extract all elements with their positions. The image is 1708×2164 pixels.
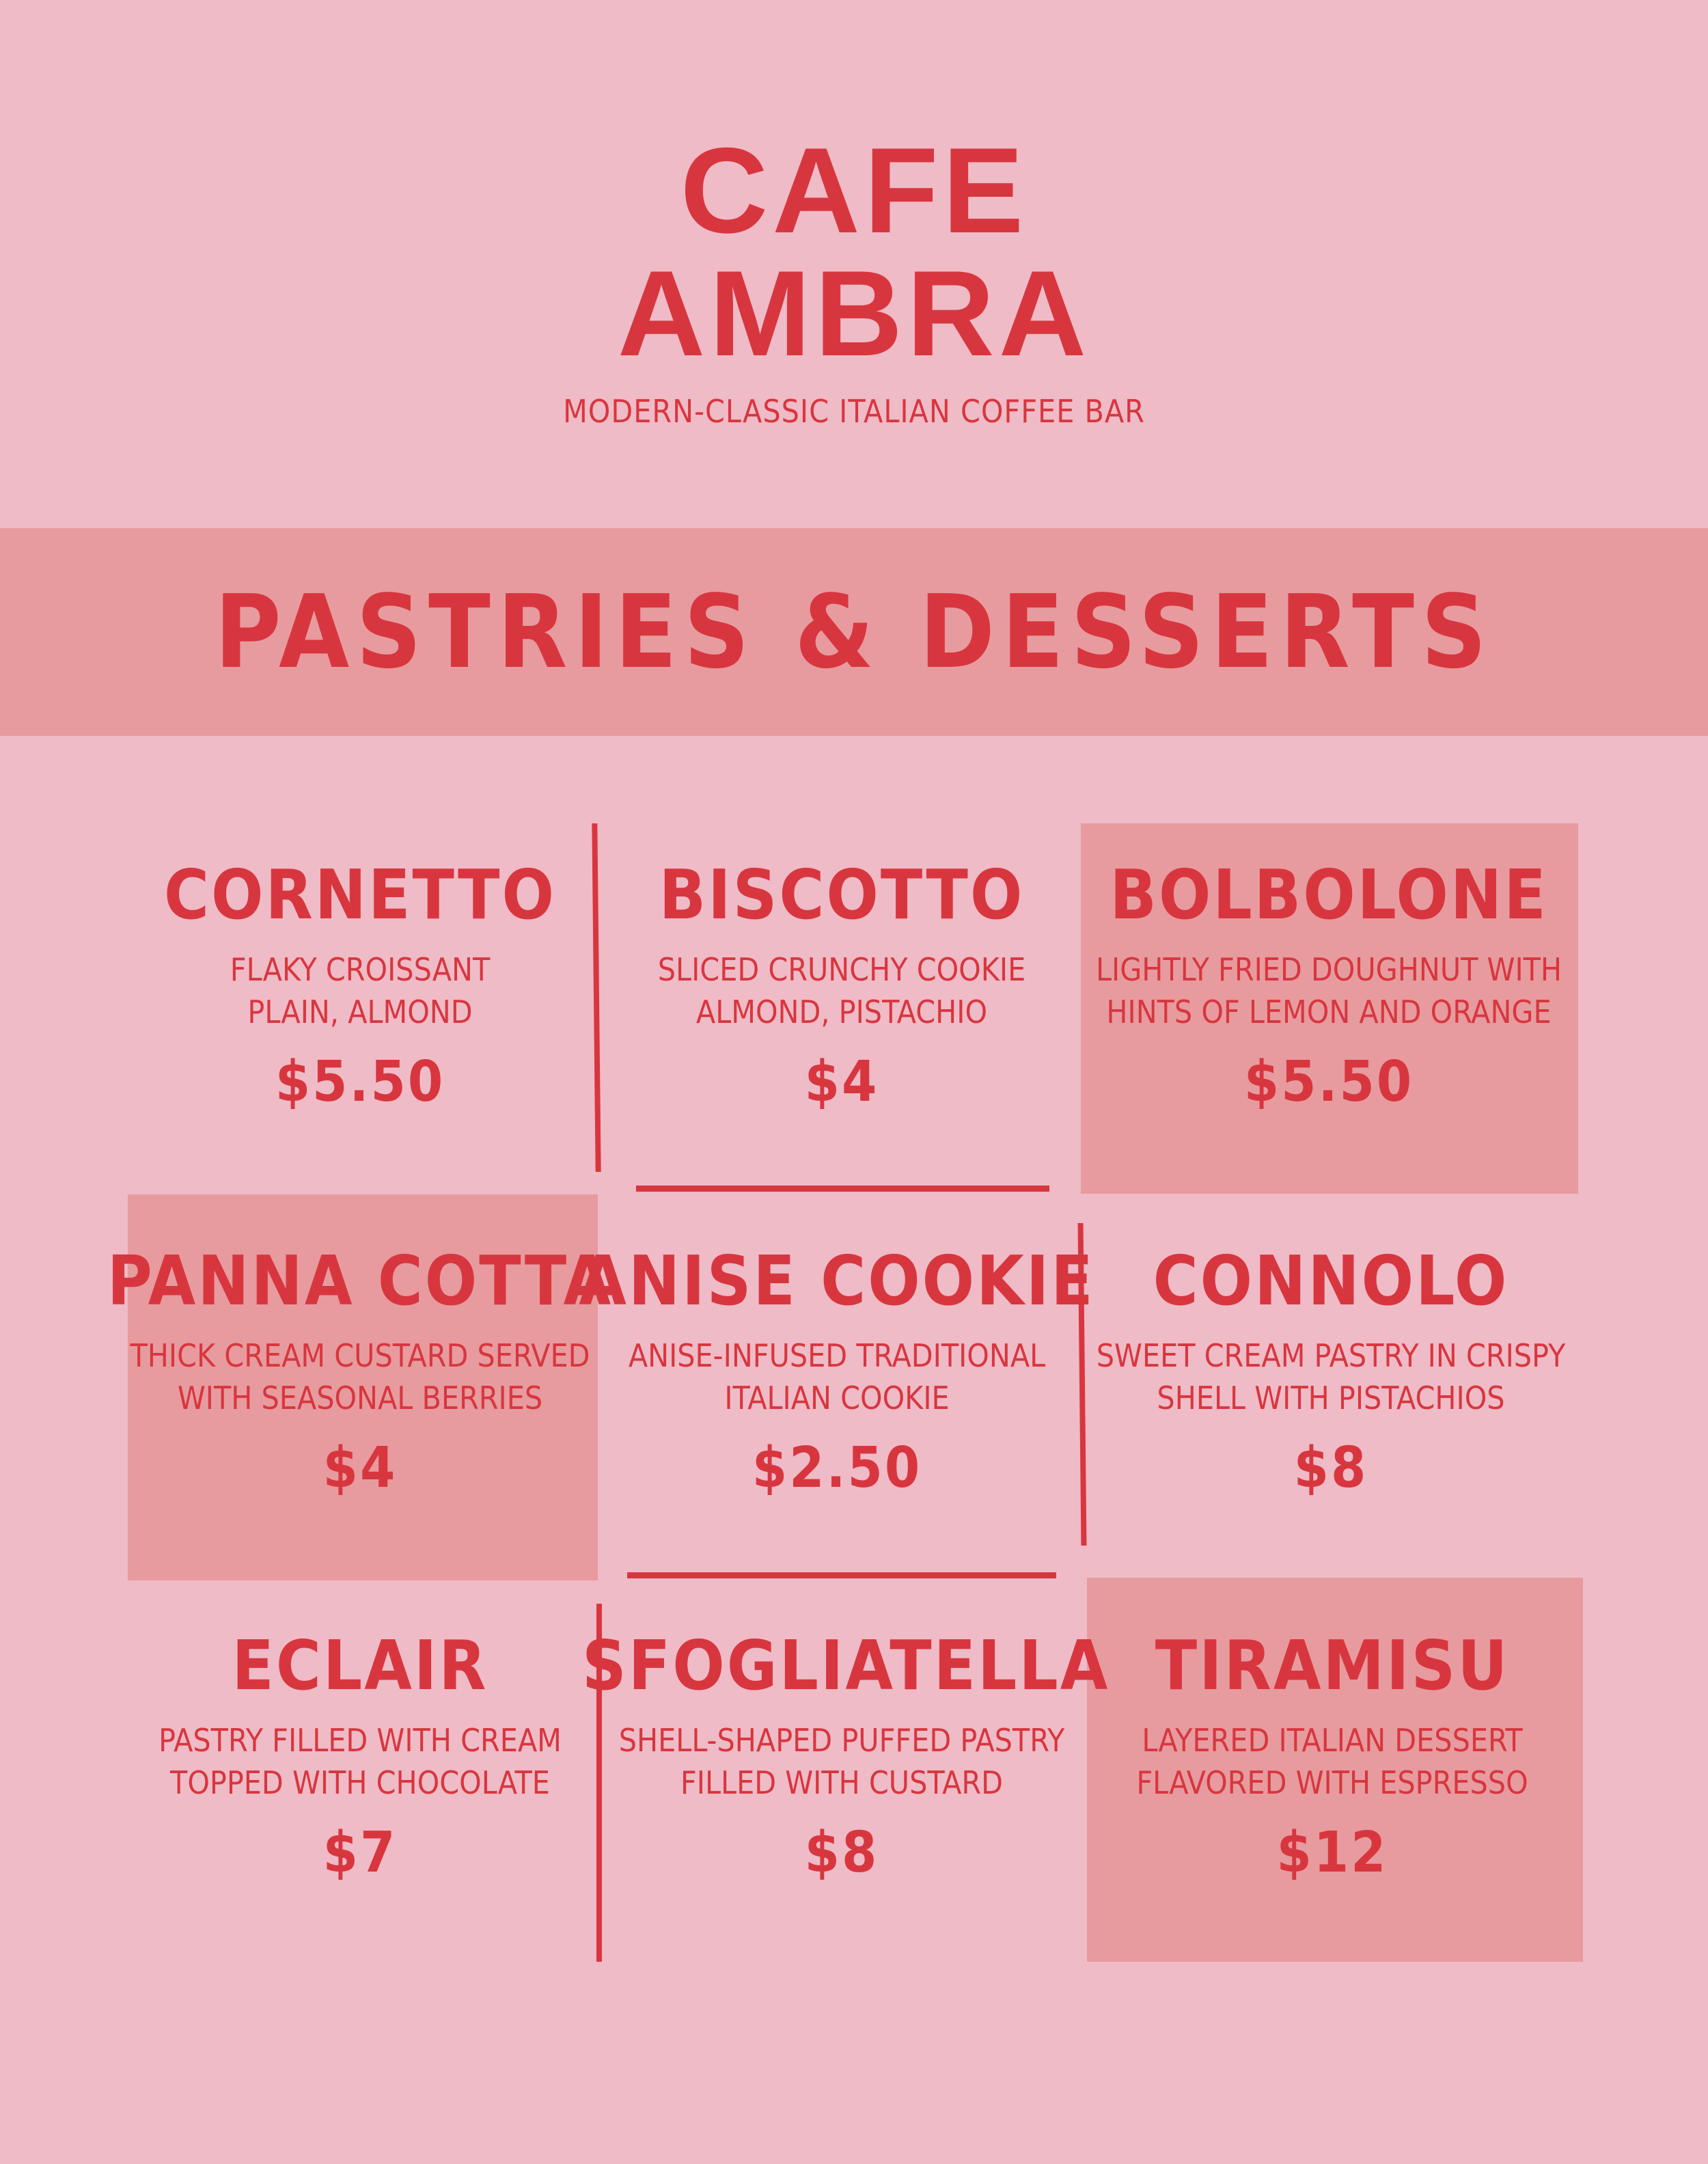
item-description-line: LIGHTLY FRIED DOUGHNUT WITH (1095, 951, 1562, 988)
item-description (1069, 948, 1588, 1033)
item-description-line: WITH SEASONAL BERRIES (177, 1380, 543, 1416)
item-price: $7 (322, 1820, 398, 1885)
item-price: $4 (804, 1050, 879, 1114)
item-description-line: HINTS OF LEMON AND ORANGE (1106, 994, 1552, 1030)
item-name: CORNETTO (163, 855, 557, 935)
item-description (1073, 1719, 1592, 1804)
item-price: $5.50 (275, 1050, 445, 1114)
item-description-line: ITALIAN COOKIE (724, 1380, 950, 1416)
item-description (582, 1719, 1101, 1804)
item-description-line: TOPPED WITH CHOCOLATE (170, 1764, 550, 1801)
item-description (582, 948, 1101, 1033)
item-name: TIRAMISU (1155, 1626, 1510, 1706)
item-name: BOLBOLONE (1110, 855, 1548, 935)
item-description-line: ALMOND, PISTACHIO (695, 994, 988, 1030)
item-description (100, 1719, 620, 1804)
item-name: ANISE COOKIE (579, 1241, 1095, 1321)
item-description-line: THICK CREAM CUSTARD SERVED (130, 1337, 590, 1374)
divider-horizontal (636, 1186, 1049, 1192)
item-price: $12 (1276, 1820, 1388, 1885)
menu-item-biscotto (582, 854, 1101, 1117)
menu-item-bolbolone (1069, 854, 1588, 1117)
item-description (577, 1334, 1097, 1419)
item-name: BISCOTTO (659, 855, 1025, 935)
item-name: PANNA COTTA (107, 1241, 614, 1321)
item-description-line: ANISE-INFUSED TRADITIONAL (628, 1337, 1046, 1374)
item-description-line: LAYERED ITALIAN DESSERT (1142, 1722, 1523, 1759)
item-price: $8 (1293, 1436, 1368, 1501)
item-name: SFOGLIATELLA (582, 1626, 1110, 1706)
item-description-line: FLAVORED WITH ESPRESSO (1136, 1764, 1528, 1801)
logo-ambra: AMBRA (617, 245, 1091, 381)
menu-item-connolo (1071, 1240, 1590, 1503)
menu-item-sfogliatella (582, 1625, 1110, 1887)
item-price: $4 (322, 1436, 398, 1501)
item-description-line: SHELL-SHAPED PUFFED PASTRY (618, 1722, 1065, 1759)
item-description-line: FILLED WITH CUSTARD (680, 1764, 1004, 1801)
item-description-line: SHELL WITH PISTACHIOS (1157, 1380, 1505, 1416)
item-description-line: FLAKY CROISSANT (230, 951, 491, 988)
menu-item-eclair (100, 1625, 620, 1887)
item-name: ECLAIR (232, 1626, 488, 1706)
item-price: $5.50 (1243, 1050, 1414, 1114)
menu-item-anise-cookie (577, 1240, 1097, 1503)
item-description-line: SLICED CRUNCHY COOKIE (657, 951, 1026, 988)
item-name: CONNOLO (1153, 1241, 1509, 1321)
item-description (100, 1334, 620, 1419)
item-description (1071, 1334, 1590, 1419)
divider-horizontal (627, 1572, 1056, 1578)
menu-item-cornetto (100, 854, 620, 1117)
item-description-line: PLAIN, ALMOND (247, 994, 473, 1030)
menu-item-panna-cotta (100, 1240, 620, 1503)
tagline: MODERN-CLASSIC ITALIAN COFFEE BAR (563, 393, 1145, 430)
logo-cafe: CAFE (680, 122, 1028, 258)
item-price: $2.50 (752, 1436, 922, 1501)
section-title: PASTRIES & DESSERTS (215, 573, 1493, 691)
menu-item-tiramisu (1073, 1625, 1592, 1887)
item-price: $8 (804, 1820, 879, 1885)
item-description-line: SWEET CREAM PASTRY IN CRISPY (1096, 1337, 1566, 1374)
item-description-line: PASTRY FILLED WITH CREAM (159, 1722, 562, 1759)
item-description (100, 948, 620, 1033)
